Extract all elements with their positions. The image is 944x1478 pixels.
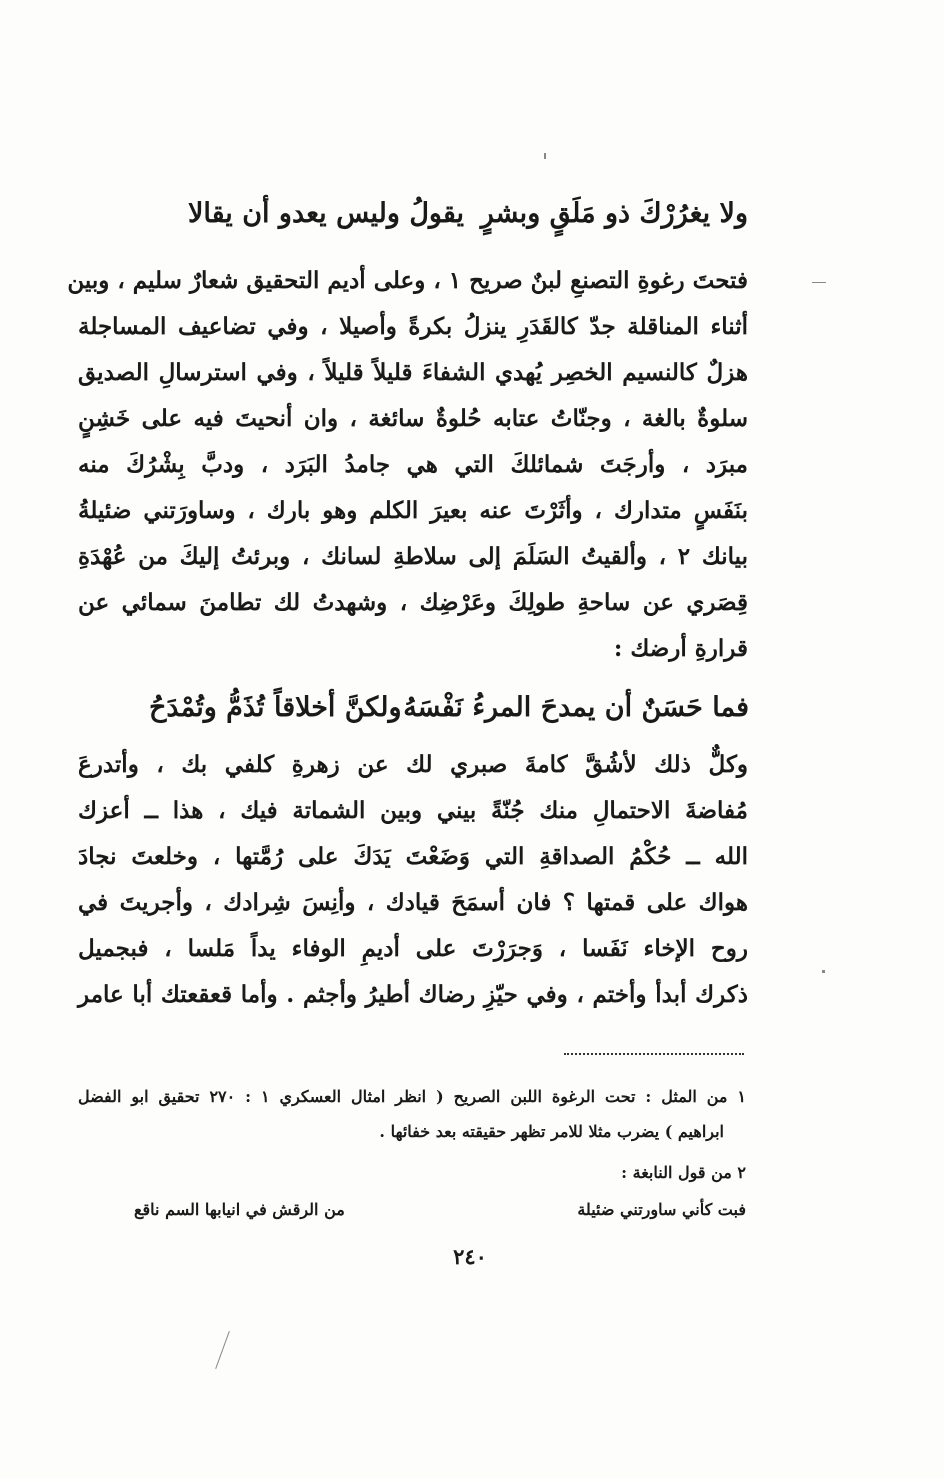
- footnote-1-line-1: ١ من المثل : تحت الرغوة اللبن الصريح ( انظر امثال العسكري ١ : ٢٧٠ تحقيق ابو الفضل: [78, 1087, 747, 1106]
- verse-second-hemistich: يقولُ وليس يعدو أن يقالا: [188, 198, 465, 229]
- text-line: قرارةِ أرضك :: [613, 635, 748, 662]
- text-line: سلوةٌ بالغة ، وجنّاتُ عتابه حُلوةٌ سائغة ، وان أنحيتَ فيه على خَشِنٍ: [78, 405, 748, 432]
- body-paragraph-2: [78, 742, 748, 1018]
- text-line: قِصَري عن ساحةِ طولِكَ وعَرْضِك ، وشهدتُ لك تطامنَ سمائي عن: [78, 589, 748, 616]
- scan-speck: [544, 153, 546, 159]
- text-line: ذكرك أبدأ وأختم ، وفي حيّزِ رضاك أطيرُ وأجثم . وأما قعقعتك أبا عامر: [78, 981, 748, 1008]
- text-line: هزلٌ كالنسيم الخصِر يُهدي الشفاءَ قليلاً قليلاً ، وفي استرسالِ الصديق: [78, 359, 748, 386]
- poem-second-hemistich: من الرقش في انيابها السم ناقع: [134, 1200, 345, 1219]
- footnote-1-line-2: ابراهيم ) يضرب مثلا للامر تظهر حقيقته بعد خفائها .: [379, 1122, 724, 1141]
- text-line: وكلٌّ ذلك لأشُقَّ كامةَ صبري لك عن زهرةِ كلفي بك ، وأتدرعَ: [78, 751, 748, 778]
- text-line: بيانك ٢ ، وألقيتُ السَلَمَ إلى سلاطةِ لسانك ، وبرئتُ إليكَ من عُهْدَةِ: [78, 543, 748, 570]
- text-line: مبرَد ، وأرجَتَ شمائلكَ التي هي جامدُ البَرَد ، ودبَّ بِشْرُكَ منه: [78, 451, 748, 478]
- page-number: ٢٤٠: [453, 1244, 487, 1269]
- body-paragraph-1: [67, 258, 748, 672]
- text-line: بنَفَسٍ متدارك ، وأثَرْتَ عنه بعيرَ الكلم وهو بارك ، وساورَتني ضئيلةُ: [78, 497, 748, 524]
- verse-first-hemistich: فما حَسَنٌ أن يمدحَ المرءُ نَفْسَهُ: [403, 692, 749, 723]
- text-line: روح الإخاء نَفَسا ، وَجرَرْتَ على أديمِ الوفاء يداً مَلسا ، فبجميل: [78, 935, 748, 962]
- scan-speck: [215, 1331, 230, 1369]
- text-line: أثناء المناقلة جدّ كالقَدَرِ ينزلُ بكرةً وأصيلا ، وفي تضاعيف المساجلة: [78, 313, 748, 340]
- scan-speck: [822, 970, 825, 973]
- footnote-separator: [564, 1053, 744, 1055]
- text-line: هواك على قمتها ؟ فان أسمَحَ قيادك ، وأنِسَ شِرادك ، وأجريتَ في: [78, 889, 748, 916]
- verse-second-hemistich: ولكنَّ أخلاقاً تُذَمُّ وتُمْدَحُ: [149, 692, 402, 723]
- verse-first-hemistich: ولا يغرُرْكَ ذو مَلَقٍ وبشرٍ: [480, 198, 748, 229]
- poem-first-hemistich: فبت كأني ساورتني ضئيلة: [577, 1200, 746, 1219]
- footnote-2-line-1: ٢ من قول النابغة :: [621, 1163, 746, 1182]
- text-line: الله ــ حُكْمُ الصداقةِ التي وَضَعْتَ يَدَكَ على رُمَّتها ، وخلعتَ نجادَ: [78, 843, 748, 870]
- scan-speck: [812, 282, 826, 283]
- text-line: مُفاضةَ الاحتمالِ منك جُنّةً بيني وبين الشماتة فيك ، هذا ــ أعزك: [78, 797, 748, 824]
- text-line: فتحتَ رغوةِ التصنعِ لبنٌ صريح ١ ، وعلى أديم التحقيق شعارٌ سليم ، وبين: [67, 267, 748, 294]
